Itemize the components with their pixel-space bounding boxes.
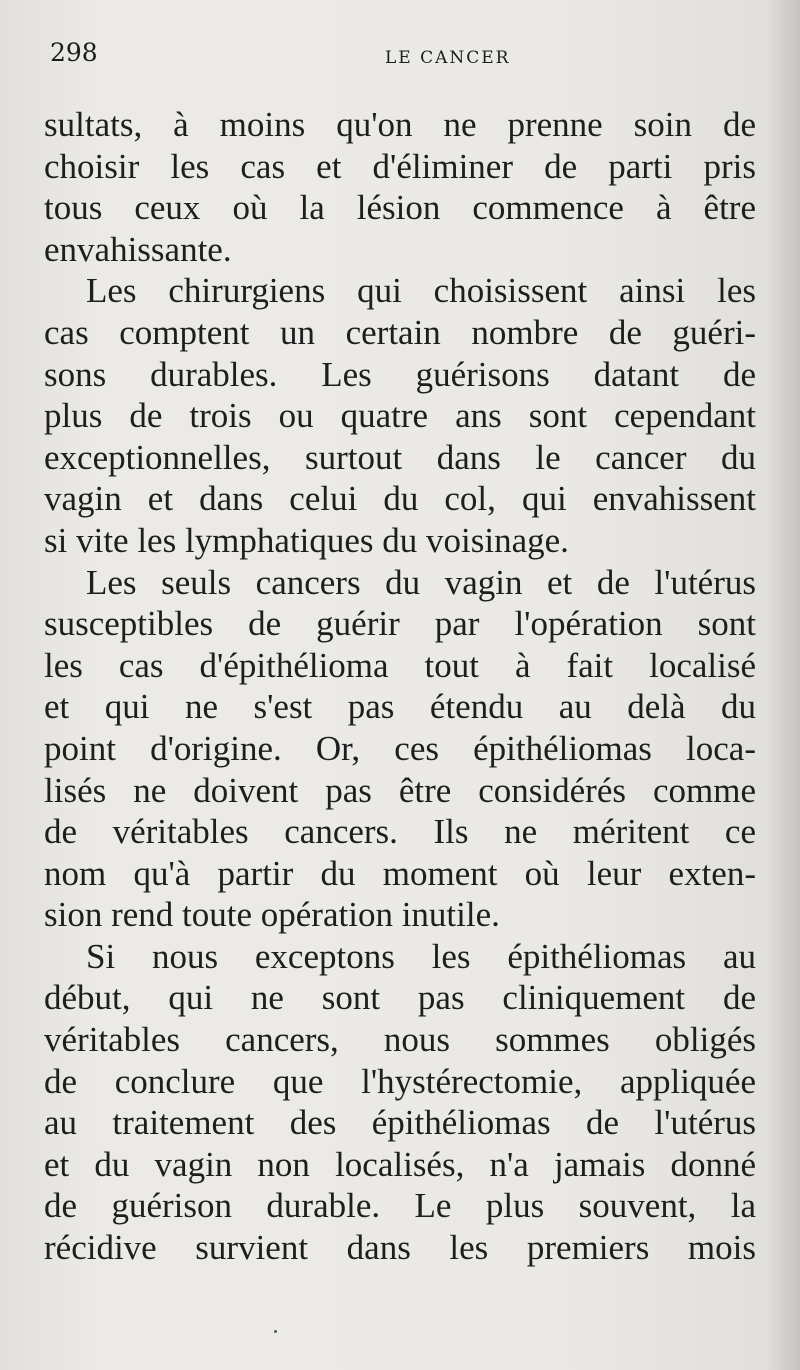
text-line: lisés ne doivent pas être considérés comme xyxy=(44,770,756,810)
text-line: plus de trois ou quatre ans sont cependant xyxy=(44,396,756,436)
page-header xyxy=(50,38,750,78)
text-line: récidive survient dans les premiers mois xyxy=(44,1228,756,1268)
text-line: au traitement des épithéliomas de l'utérus xyxy=(44,1103,756,1143)
text-line: Les seuls cancers du vagin et de l'utérus xyxy=(86,562,756,602)
running-title: LE CANCER xyxy=(385,48,511,68)
page-edge-shadow xyxy=(766,0,800,1370)
text-line: sons durables. Les guérisons datant de xyxy=(44,354,756,394)
text-line: envahissante. xyxy=(44,229,232,269)
text-line: de véritables cancers. Ils ne méritent ce xyxy=(44,812,756,852)
text-line: les cas d'épithélioma tout à fait localisé xyxy=(44,645,756,685)
text-line: sultats, à moins qu'on ne prenne soin de xyxy=(44,105,756,144)
body-text xyxy=(44,104,756,1269)
text-line: Si nous exceptons les épithéliomas au xyxy=(86,936,756,976)
text-line: sion rend toute opération inutile. xyxy=(44,895,500,935)
text-line: susceptibles de guérir par l'opération sont xyxy=(44,604,756,644)
text-line: exceptionnelles, surtout dans le cancer du xyxy=(44,437,756,477)
text-line: nom qu'à partir du moment où leur exten- xyxy=(44,853,756,893)
text-line: point d'origine. Or, ces épithéliomas loca- xyxy=(44,728,756,768)
print-speck xyxy=(274,1330,277,1333)
page-number: 298 xyxy=(50,38,98,67)
text-line: tous ceux où la lésion commence à être xyxy=(44,188,756,228)
text-line: de conclure que l'hystérectomie, appliquée xyxy=(44,1061,756,1101)
text-line: et du vagin non localisés, n'a jamais donné xyxy=(44,1144,756,1184)
text-line: si vite les lymphatiques du voisinage. xyxy=(44,520,569,560)
text-line: Les chirurgiens qui choisissent ainsi les xyxy=(86,271,756,311)
text-line: début, qui ne sont pas cliniquement de xyxy=(44,978,756,1018)
text-line: de guérison durable. Le plus souvent, la xyxy=(44,1186,756,1226)
text-line: cas comptent un certain nombre de guéri- xyxy=(44,312,756,352)
text-line: choisir les cas et d'éliminer de parti pris xyxy=(44,146,756,186)
text-line: vagin et dans celui du col, qui envahissent xyxy=(44,479,756,519)
text-line: véritables cancers, nous sommes obligés xyxy=(44,1020,756,1060)
text-line: et qui ne s'est pas étendu au delà du xyxy=(44,687,756,727)
